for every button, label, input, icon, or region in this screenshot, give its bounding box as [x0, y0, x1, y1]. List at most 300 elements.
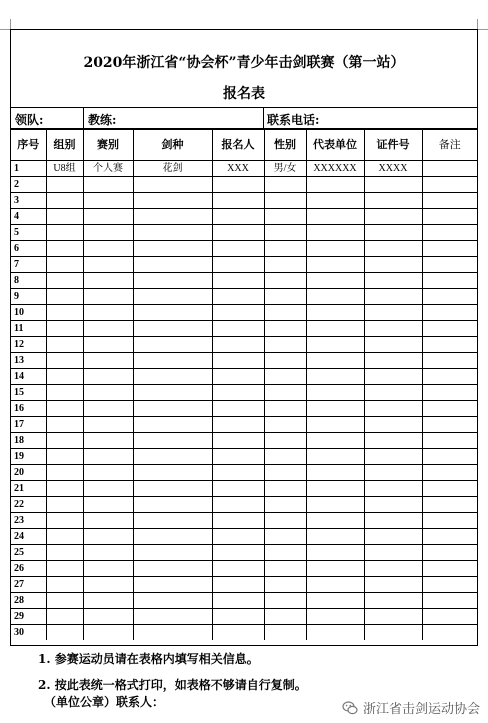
cell-unit — [306, 177, 364, 193]
cell-gender — [264, 449, 306, 465]
table-row — [11, 241, 477, 257]
note-2: 2. 按此表统一格式打印，如表格不够请自行复制。 — [38, 678, 307, 692]
form-title: 2020年浙江省“协会杯”青少年击剑联赛（第一站） — [83, 55, 405, 71]
cell-weapon — [133, 225, 212, 241]
form-subtitle: 报名表 — [223, 86, 265, 102]
cell-unit — [306, 321, 364, 337]
cell-group — [46, 353, 83, 369]
cell-seq: 11 — [11, 321, 46, 337]
cell-id-number — [364, 433, 422, 449]
cell-event — [83, 209, 133, 225]
cell-unit — [306, 273, 364, 289]
cell-group — [46, 609, 83, 625]
cell-unit — [306, 497, 364, 513]
cell-unit — [306, 449, 364, 465]
cell-unit — [306, 417, 364, 433]
header-group: 组别 — [46, 130, 83, 161]
cell-weapon — [133, 321, 212, 337]
crop-mark-top-right — [477, 19, 488, 30]
cell-entrant — [212, 225, 264, 241]
cell-remarks — [422, 481, 477, 497]
cell-entrant — [212, 177, 264, 193]
cell-seq: 25 — [11, 545, 46, 561]
table-row — [11, 433, 477, 449]
cell-remarks — [422, 593, 477, 609]
cell-entrant — [212, 593, 264, 609]
table-row — [11, 273, 477, 289]
cell-group — [46, 289, 83, 305]
cell-seq: 22 — [11, 497, 46, 513]
table-row — [11, 513, 477, 529]
cell-id-number — [364, 529, 422, 545]
cell-weapon — [133, 241, 212, 257]
cell-gender — [264, 593, 306, 609]
cell-id-number — [364, 465, 422, 481]
cell-group — [46, 593, 83, 609]
info-divider — [263, 108, 264, 128]
cell-id-number — [364, 449, 422, 465]
cell-group — [46, 577, 83, 593]
cell-group — [46, 401, 83, 417]
cell-unit — [306, 337, 364, 353]
table-row — [11, 497, 477, 513]
registration-form — [10, 29, 478, 646]
cell-unit — [306, 433, 364, 449]
cell-gender — [264, 321, 306, 337]
cell-event — [83, 385, 133, 401]
cell-remarks — [422, 209, 477, 225]
cell-weapon — [133, 353, 212, 369]
table-row — [11, 481, 477, 497]
cell-seq: 15 — [11, 385, 46, 401]
cell-unit — [306, 561, 364, 577]
table-row — [11, 417, 477, 433]
cell-entrant — [212, 401, 264, 417]
cell-id-number — [364, 225, 422, 241]
cell-weapon — [133, 401, 212, 417]
table-row — [11, 209, 477, 225]
cell-entrant — [212, 545, 264, 561]
cell-seq: 29 — [11, 609, 46, 625]
cell-remarks — [422, 321, 477, 337]
cell-unit — [306, 305, 364, 321]
cell-weapon: 花剑 — [133, 161, 212, 177]
table-row — [11, 257, 477, 273]
cell-group — [46, 305, 83, 321]
cell-id-number — [364, 305, 422, 321]
phone-label: 联系电话: — [267, 113, 320, 127]
note-1: 1. 参赛运动员请在表格内填写相关信息。 — [38, 652, 259, 666]
cell-unit — [306, 193, 364, 209]
cell-gender — [264, 177, 306, 193]
cell-entrant — [212, 321, 264, 337]
cell-weapon — [133, 593, 212, 609]
cell-gender — [264, 577, 306, 593]
cell-group — [46, 561, 83, 577]
cell-group — [46, 369, 83, 385]
cell-entrant — [212, 513, 264, 529]
cell-remarks — [422, 273, 477, 289]
cell-id-number — [364, 593, 422, 609]
cell-weapon — [133, 561, 212, 577]
cell-unit — [306, 609, 364, 625]
cell-id-number — [364, 625, 422, 641]
cell-entrant — [212, 305, 264, 321]
cell-seq: 8 — [11, 273, 46, 289]
cell-group — [46, 209, 83, 225]
cell-remarks — [422, 385, 477, 401]
cell-remarks — [422, 401, 477, 417]
cell-entrant — [212, 417, 264, 433]
info-divider — [83, 108, 84, 128]
cell-weapon — [133, 433, 212, 449]
cell-weapon — [133, 417, 212, 433]
cell-weapon — [133, 289, 212, 305]
cell-event — [83, 241, 133, 257]
cell-weapon — [133, 465, 212, 481]
cell-gender — [264, 385, 306, 401]
cell-seq: 5 — [11, 225, 46, 241]
cell-group — [46, 481, 83, 497]
cell-entrant — [212, 369, 264, 385]
cell-entrant — [212, 449, 264, 465]
cell-event — [83, 449, 133, 465]
table-row — [11, 593, 477, 609]
cell-id-number — [364, 273, 422, 289]
cell-event — [83, 609, 133, 625]
registration-table — [11, 129, 477, 640]
table-row — [11, 353, 477, 369]
cell-event — [83, 369, 133, 385]
cell-entrant — [212, 625, 264, 641]
cell-entrant: XXX — [212, 161, 264, 177]
cell-weapon — [133, 545, 212, 561]
cell-remarks — [422, 161, 477, 177]
cell-group — [46, 193, 83, 209]
cell-seq: 19 — [11, 449, 46, 465]
table-row — [11, 289, 477, 305]
cell-seq: 16 — [11, 401, 46, 417]
cell-id-number — [364, 369, 422, 385]
header-remarks: 备注 — [422, 130, 477, 161]
cell-event: 个人赛 — [83, 161, 133, 177]
cell-event — [83, 625, 133, 641]
cell-seq: 12 — [11, 337, 46, 353]
cell-unit — [306, 545, 364, 561]
cell-id-number — [364, 321, 422, 337]
cell-event — [83, 337, 133, 353]
cell-remarks — [422, 305, 477, 321]
cell-seq: 21 — [11, 481, 46, 497]
cell-unit — [306, 241, 364, 257]
table-row — [11, 321, 477, 337]
cell-gender — [264, 465, 306, 481]
cell-id-number — [364, 209, 422, 225]
cell-gender — [264, 561, 306, 577]
cell-unit: XXXXXX — [306, 161, 364, 177]
cell-remarks — [422, 241, 477, 257]
cell-event — [83, 417, 133, 433]
cell-remarks — [422, 561, 477, 577]
cell-remarks — [422, 449, 477, 465]
cell-group — [46, 417, 83, 433]
cell-seq: 24 — [11, 529, 46, 545]
cell-seq: 30 — [11, 625, 46, 641]
cell-gender — [264, 209, 306, 225]
cell-seq: 28 — [11, 593, 46, 609]
cell-group — [46, 337, 83, 353]
cell-remarks — [422, 193, 477, 209]
cell-group — [46, 177, 83, 193]
cell-seq: 2 — [11, 177, 46, 193]
cell-event — [83, 305, 133, 321]
cell-unit — [306, 401, 364, 417]
cell-id-number — [364, 609, 422, 625]
info-row — [11, 107, 477, 129]
cell-seq: 14 — [11, 369, 46, 385]
header-weapon: 剑种 — [133, 130, 212, 161]
header-event: 赛别 — [83, 130, 133, 161]
cell-unit — [306, 481, 364, 497]
cell-event — [83, 593, 133, 609]
cell-event — [83, 545, 133, 561]
cell-entrant — [212, 337, 264, 353]
cell-gender — [264, 241, 306, 257]
header-unit: 代表单位 — [306, 130, 364, 161]
cell-seq: 1 — [11, 161, 46, 177]
cell-remarks — [422, 577, 477, 593]
cell-unit — [306, 593, 364, 609]
cell-group — [46, 449, 83, 465]
cell-remarks — [422, 609, 477, 625]
cell-remarks — [422, 353, 477, 369]
cell-entrant — [212, 353, 264, 369]
cell-group — [46, 545, 83, 561]
cell-id-number — [364, 401, 422, 417]
cell-event — [83, 513, 133, 529]
cell-seq: 4 — [11, 209, 46, 225]
cell-gender: 男/女 — [264, 161, 306, 177]
cell-id-number — [364, 497, 422, 513]
cell-weapon — [133, 481, 212, 497]
cell-unit — [306, 385, 364, 401]
cell-weapon — [133, 257, 212, 273]
cell-unit — [306, 257, 364, 273]
cell-entrant — [212, 385, 264, 401]
coach-label: 教练: — [88, 113, 117, 127]
cell-seq: 9 — [11, 289, 46, 305]
cell-group — [46, 241, 83, 257]
cell-event — [83, 193, 133, 209]
cell-entrant — [212, 529, 264, 545]
cell-event — [83, 321, 133, 337]
cell-seq: 10 — [11, 305, 46, 321]
table-row — [11, 561, 477, 577]
cell-gender — [264, 433, 306, 449]
cell-unit — [306, 529, 364, 545]
cell-weapon — [133, 193, 212, 209]
table-row — [11, 369, 477, 385]
table-row — [11, 161, 477, 177]
cell-gender — [264, 193, 306, 209]
header-seq: 序号 — [11, 130, 46, 161]
table-row — [11, 577, 477, 593]
cell-entrant — [212, 289, 264, 305]
cell-group — [46, 497, 83, 513]
cell-unit — [306, 465, 364, 481]
cell-seq: 18 — [11, 433, 46, 449]
cell-weapon — [133, 385, 212, 401]
cell-weapon — [133, 529, 212, 545]
cell-id-number — [364, 561, 422, 577]
cell-group — [46, 321, 83, 337]
cell-gender — [264, 353, 306, 369]
cell-weapon — [133, 609, 212, 625]
cell-id-number — [364, 337, 422, 353]
cell-event — [83, 401, 133, 417]
cell-event — [83, 273, 133, 289]
cell-group — [46, 513, 83, 529]
cell-gender — [264, 257, 306, 273]
watermark-text: 浙江省击剑运动协会 — [362, 702, 480, 717]
cell-event — [83, 225, 133, 241]
cell-seq: 26 — [11, 561, 46, 577]
cell-unit — [306, 209, 364, 225]
cell-group — [46, 465, 83, 481]
cell-seq: 17 — [11, 417, 46, 433]
header-id-number: 证件号 — [364, 130, 422, 161]
header-gender: 性别 — [264, 130, 306, 161]
wechat-bubble-icon — [342, 700, 358, 716]
cell-entrant — [212, 257, 264, 273]
cell-remarks — [422, 369, 477, 385]
cell-weapon — [133, 449, 212, 465]
table-header-row — [11, 130, 477, 161]
cell-seq: 13 — [11, 353, 46, 369]
cell-gender — [264, 497, 306, 513]
header-entrant: 报名人 — [212, 130, 264, 161]
cell-seq: 6 — [11, 241, 46, 257]
cell-id-number — [364, 385, 422, 401]
cell-seq: 27 — [11, 577, 46, 593]
cell-event — [83, 529, 133, 545]
cell-group — [46, 273, 83, 289]
cell-remarks — [422, 289, 477, 305]
cell-id-number — [364, 577, 422, 593]
cell-gender — [264, 625, 306, 641]
table-row — [11, 225, 477, 241]
cell-gender — [264, 305, 306, 321]
cell-weapon — [133, 577, 212, 593]
cell-remarks — [422, 337, 477, 353]
cell-event — [83, 481, 133, 497]
cell-event — [83, 465, 133, 481]
cell-gender — [264, 513, 306, 529]
cell-unit — [306, 513, 364, 529]
cell-gender — [264, 545, 306, 561]
cell-weapon — [133, 497, 212, 513]
cell-id-number — [364, 289, 422, 305]
cell-id-number: XXXX — [364, 161, 422, 177]
cell-entrant — [212, 609, 264, 625]
cell-seq: 23 — [11, 513, 46, 529]
cell-remarks — [422, 513, 477, 529]
cell-gender — [264, 417, 306, 433]
cell-id-number — [364, 545, 422, 561]
cell-gender — [264, 401, 306, 417]
cell-group — [46, 257, 83, 273]
cell-remarks — [422, 465, 477, 481]
cell-event — [83, 257, 133, 273]
cell-weapon — [133, 369, 212, 385]
table-row — [11, 305, 477, 321]
cell-unit — [306, 577, 364, 593]
table-row — [11, 625, 477, 641]
cell-seq: 7 — [11, 257, 46, 273]
cell-gender — [264, 529, 306, 545]
cell-remarks — [422, 257, 477, 273]
cell-group — [46, 529, 83, 545]
cell-group — [46, 385, 83, 401]
cell-seq: 20 — [11, 465, 46, 481]
table-row — [11, 177, 477, 193]
cell-id-number — [364, 481, 422, 497]
cell-unit — [306, 225, 364, 241]
cell-gender — [264, 609, 306, 625]
cell-event — [83, 353, 133, 369]
cell-gender — [264, 289, 306, 305]
leader-label: 领队: — [15, 113, 44, 127]
cell-entrant — [212, 433, 264, 449]
cell-id-number — [364, 177, 422, 193]
cell-entrant — [212, 481, 264, 497]
cell-group — [46, 225, 83, 241]
cell-remarks — [422, 497, 477, 513]
cell-entrant — [212, 273, 264, 289]
cell-weapon — [133, 209, 212, 225]
cell-gender — [264, 273, 306, 289]
cell-group — [46, 433, 83, 449]
cell-event — [83, 497, 133, 513]
cell-id-number — [364, 353, 422, 369]
table-row — [11, 401, 477, 417]
cell-gender — [264, 369, 306, 385]
cell-id-number — [364, 257, 422, 273]
cell-event — [83, 177, 133, 193]
cell-remarks — [422, 625, 477, 641]
cell-remarks — [422, 417, 477, 433]
cell-id-number — [364, 241, 422, 257]
cell-entrant — [212, 577, 264, 593]
contact-line: （单位公章）联系人： — [44, 695, 165, 709]
cell-entrant — [212, 193, 264, 209]
cell-unit — [306, 369, 364, 385]
cell-event — [83, 433, 133, 449]
cell-weapon — [133, 513, 212, 529]
cell-unit — [306, 353, 364, 369]
cell-id-number — [364, 417, 422, 433]
cell-gender — [264, 337, 306, 353]
table-row — [11, 609, 477, 625]
cell-weapon — [133, 305, 212, 321]
cell-group: U8组 — [46, 161, 83, 177]
table-row — [11, 545, 477, 561]
cell-entrant — [212, 497, 264, 513]
cell-weapon — [133, 625, 212, 641]
cell-event — [83, 577, 133, 593]
cell-entrant — [212, 465, 264, 481]
cell-entrant — [212, 241, 264, 257]
